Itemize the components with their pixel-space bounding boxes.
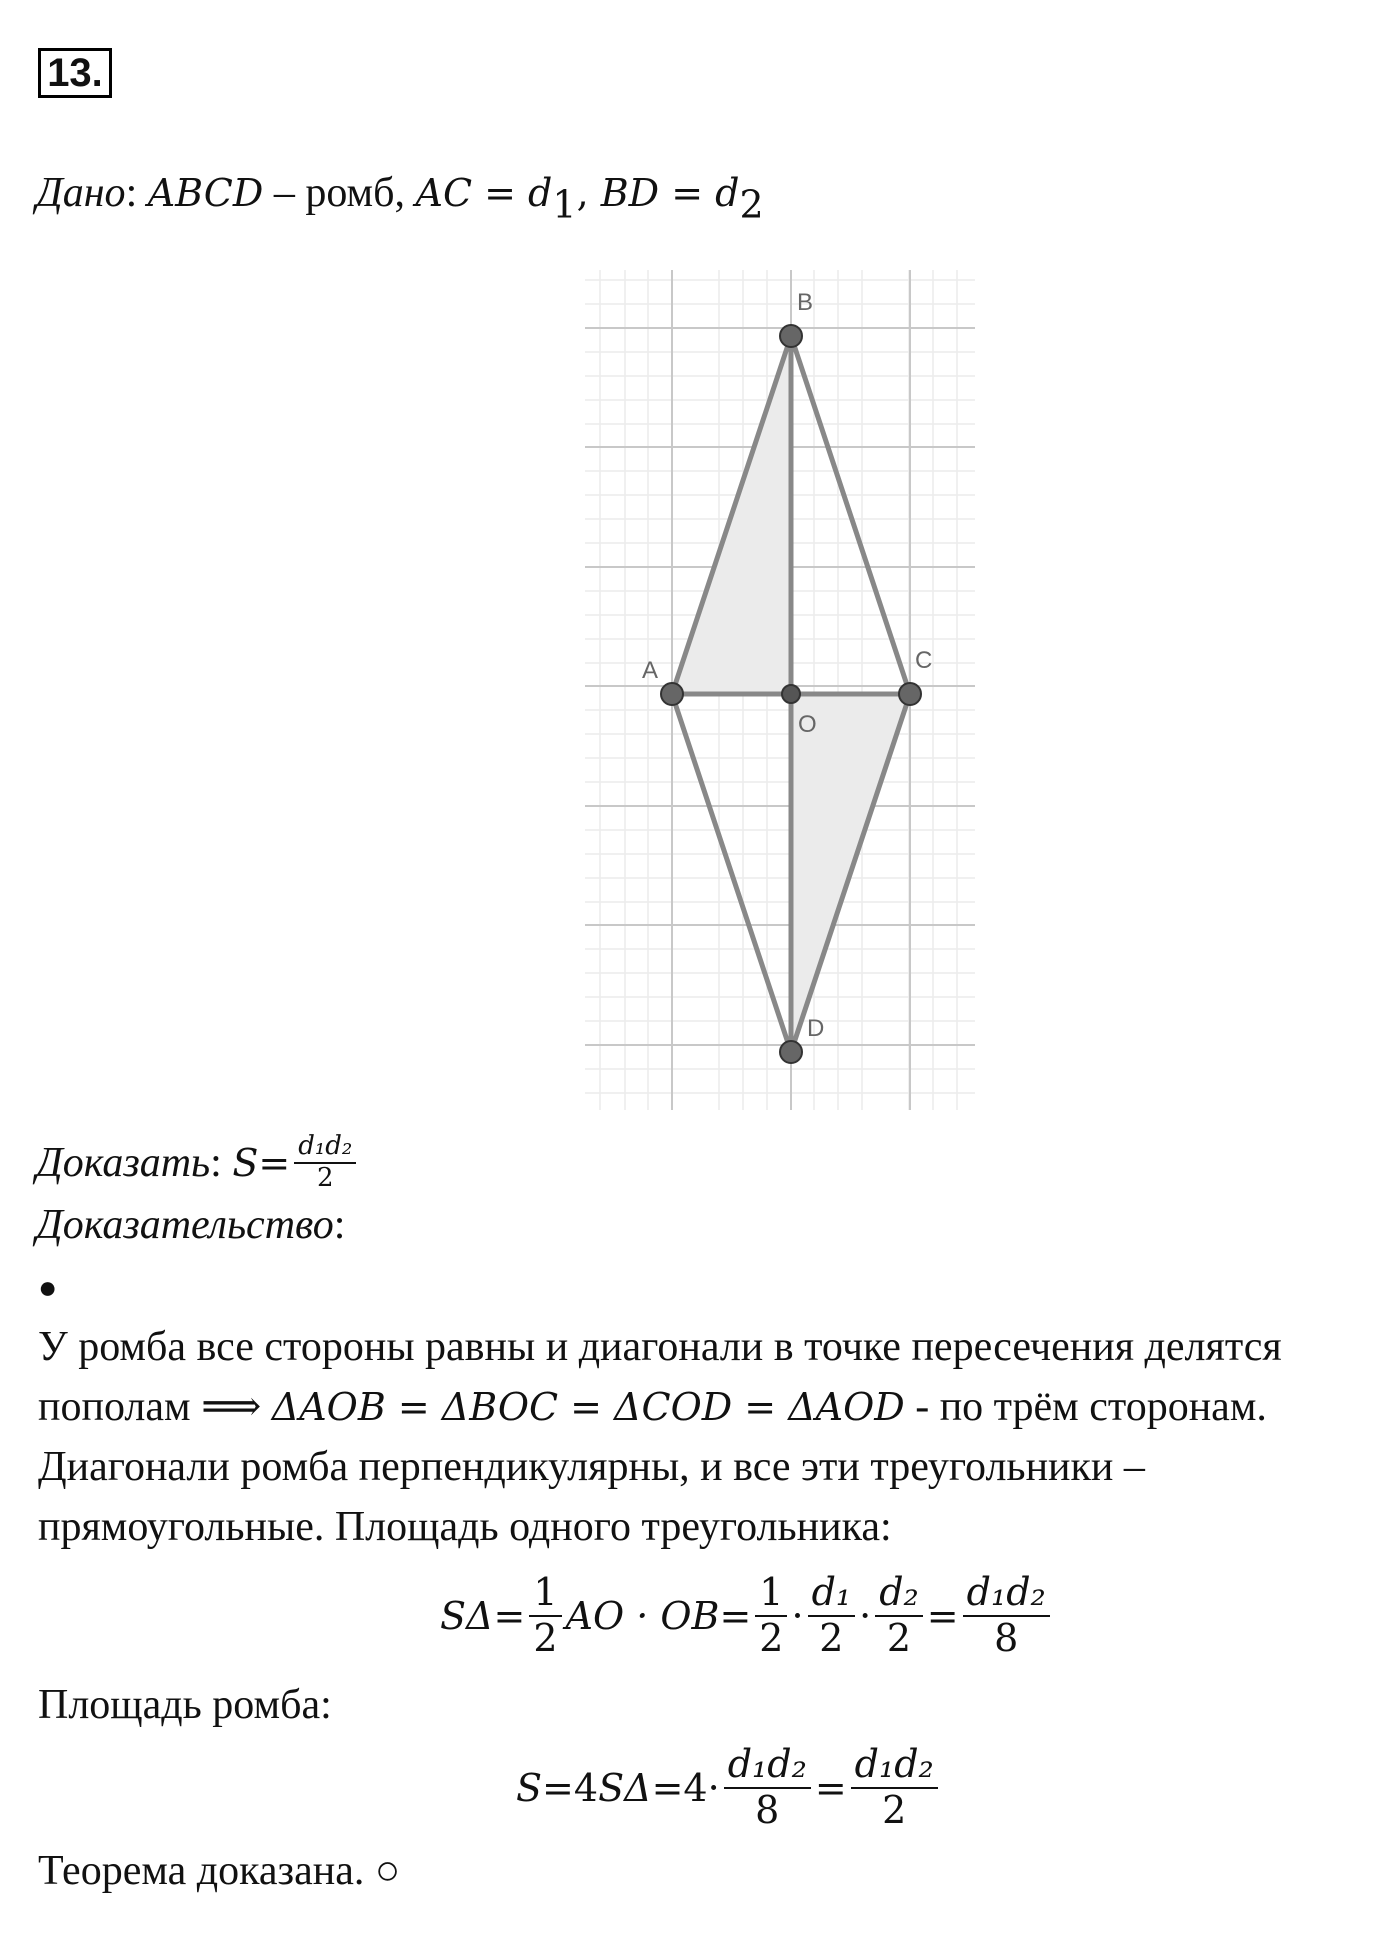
proof-paragraph-4: прямоугольные. Площадь одного треугольника: (38, 1504, 892, 1550)
point-o (782, 685, 800, 703)
label-d: D (807, 1015, 825, 1042)
proof-label: Доказательство (36, 1202, 334, 1248)
point-d (780, 1041, 802, 1063)
formula-triangle-area: S Δ = $\frac{1}{2}$ AO · OB = $\frac{1}{2}$ · $\frac{\text{d₁}}{2}$ · $\frac{\text{d₂}}{2}$ = $\frac{\text{d₁d₂}}{8}$ (440, 1566, 1054, 1666)
point-c (899, 683, 921, 705)
label-c: C (915, 647, 933, 674)
label-a: A (642, 657, 659, 684)
proof-paragraph-1: У ромба все стороны равны и диагонали в точке пересечения делятся (38, 1324, 1282, 1370)
proof-paragraph-2: пополам ⟹ ΔAOB = ΔBOC = ΔCOD = ΔAOD - по трём сторонам. (38, 1384, 1267, 1430)
proof-paragraph-3: Диагонали ромба перпендикулярны, и все эти треугольники – (38, 1444, 1145, 1490)
given-line: Дано: ABCD – ромб, AC = $d_1$, BD = $d_2$ (36, 170, 764, 227)
label-o: O (798, 711, 817, 738)
prove-fraction: $\frac{\text{d₁d₂}}{2}$ (294, 1132, 356, 1194)
problem-number: 13. (38, 48, 112, 98)
bullet: ● (38, 1269, 58, 1305)
point-b (780, 325, 802, 347)
rhombus-area-label: Площадь ромба: (38, 1682, 332, 1728)
theorem-proved: Теорема доказана. ○ (38, 1848, 401, 1894)
prove-line: Доказать : S = $\frac{\text{d₁d₂}}{2}$ (36, 1130, 360, 1196)
triangles-equality: ΔAOB = ΔBOC = ΔCOD = ΔAOD (271, 1385, 905, 1429)
formula-rhombus-area: S = 4 S Δ = 4 · $\frac{\text{d₁d₂}}{8}$ = $\frac{\text{d₁d₂}}{2}$ (516, 1738, 942, 1838)
given-label: Дано (36, 170, 126, 216)
label-b: B (797, 289, 814, 316)
given-abcd: ABCD (147, 171, 264, 215)
point-a (661, 683, 683, 705)
rhombus-figure (585, 270, 975, 1110)
proof-label-line: Доказательство: (36, 1202, 346, 1248)
prove-label: Доказать (36, 1140, 211, 1186)
